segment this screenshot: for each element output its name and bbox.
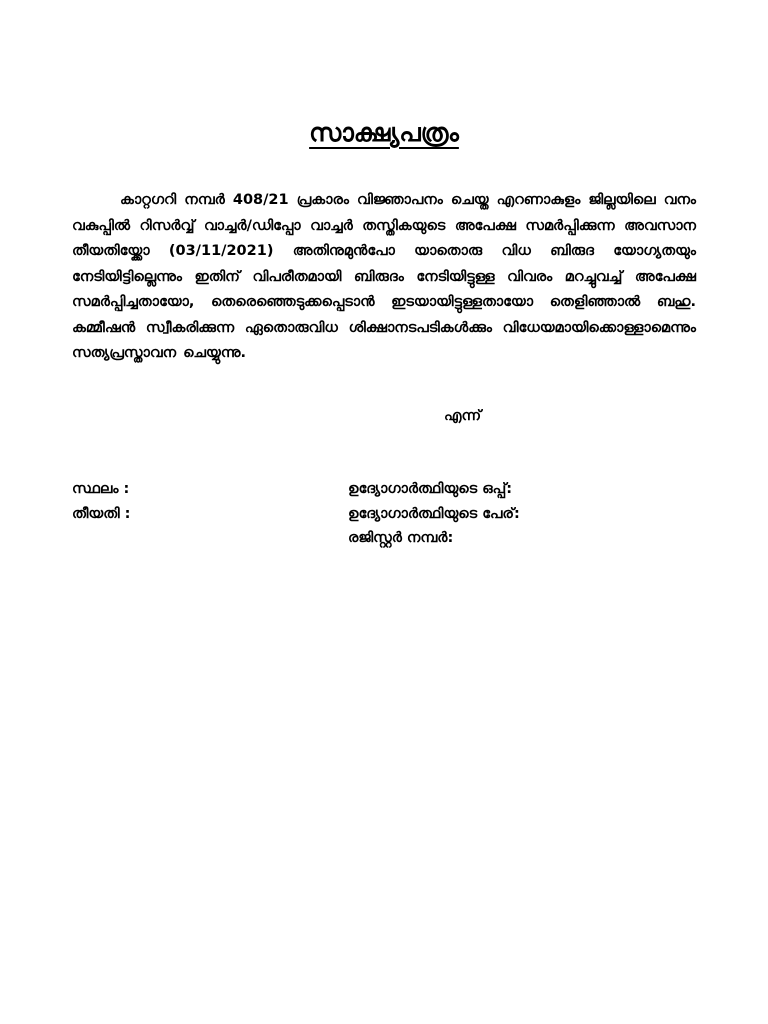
document-title: സാക്ഷ്യപത്രം <box>309 118 459 147</box>
register-number-label: രജിസ്റ്റർ നമ്പർ: <box>348 530 454 546</box>
date-label: തീയതി : <box>72 506 131 522</box>
candidate-signature-label: ഉദ്യോഗാർത്ഥിയുടെ ഒപ്പ്: <box>348 481 513 497</box>
candidate-name-label: ഉദ്യോഗാർത്ഥിയുടെ പേര്: <box>348 506 520 522</box>
declaration-body: കാറ്റഗറി നമ്പർ 408/21 പ്രകാരം വിജ്ഞാപനം ചെയ്ത എറണാകുളം ജില്ലയിലെ വനം വകുപ്പിൽ റിസർവ്വ് വാച്ചർ/ഡിപ്പോ വാച്ചർ തസ്തികയുടെ അപേക്ഷ സമർപ്പിക്കുന്ന അവസാന തീയതിയ്ക്കോ (03/11/2021) അതിനുമുൻപോ യാതൊരു വിധ ബിരുദ യോഗ്യതയും നേടിയിട്ടില്ലെന്നും ഇതിന് വിപരീതമായി ബിരുദം നേടിയിട്ടുള്ള വിവരം മറച്ചുവച്ച് അപേക്ഷ സമർപ്പിച്ചതായോ, തെരെഞ്ഞെടുക്കപ്പെടാൻ ഇടയായിട്ടുള്ളതായോ തെളിഞ്ഞാൽ ബഹു. കമ്മീഷൻ സ്വീകരിക്കുന്ന ഏതൊരുവിധ ശിക്ഷാനടപടികൾക്കും വിധേയമായിക്കൊള്ളാമെന്നും സത്യപ്രസ്താവന ചെയ്യുന്നു. <box>72 192 696 361</box>
document-title-container <box>0 118 768 148</box>
signoff-text: എന്ന് <box>444 408 482 424</box>
place-label: സ്ഥലം : <box>72 481 130 497</box>
